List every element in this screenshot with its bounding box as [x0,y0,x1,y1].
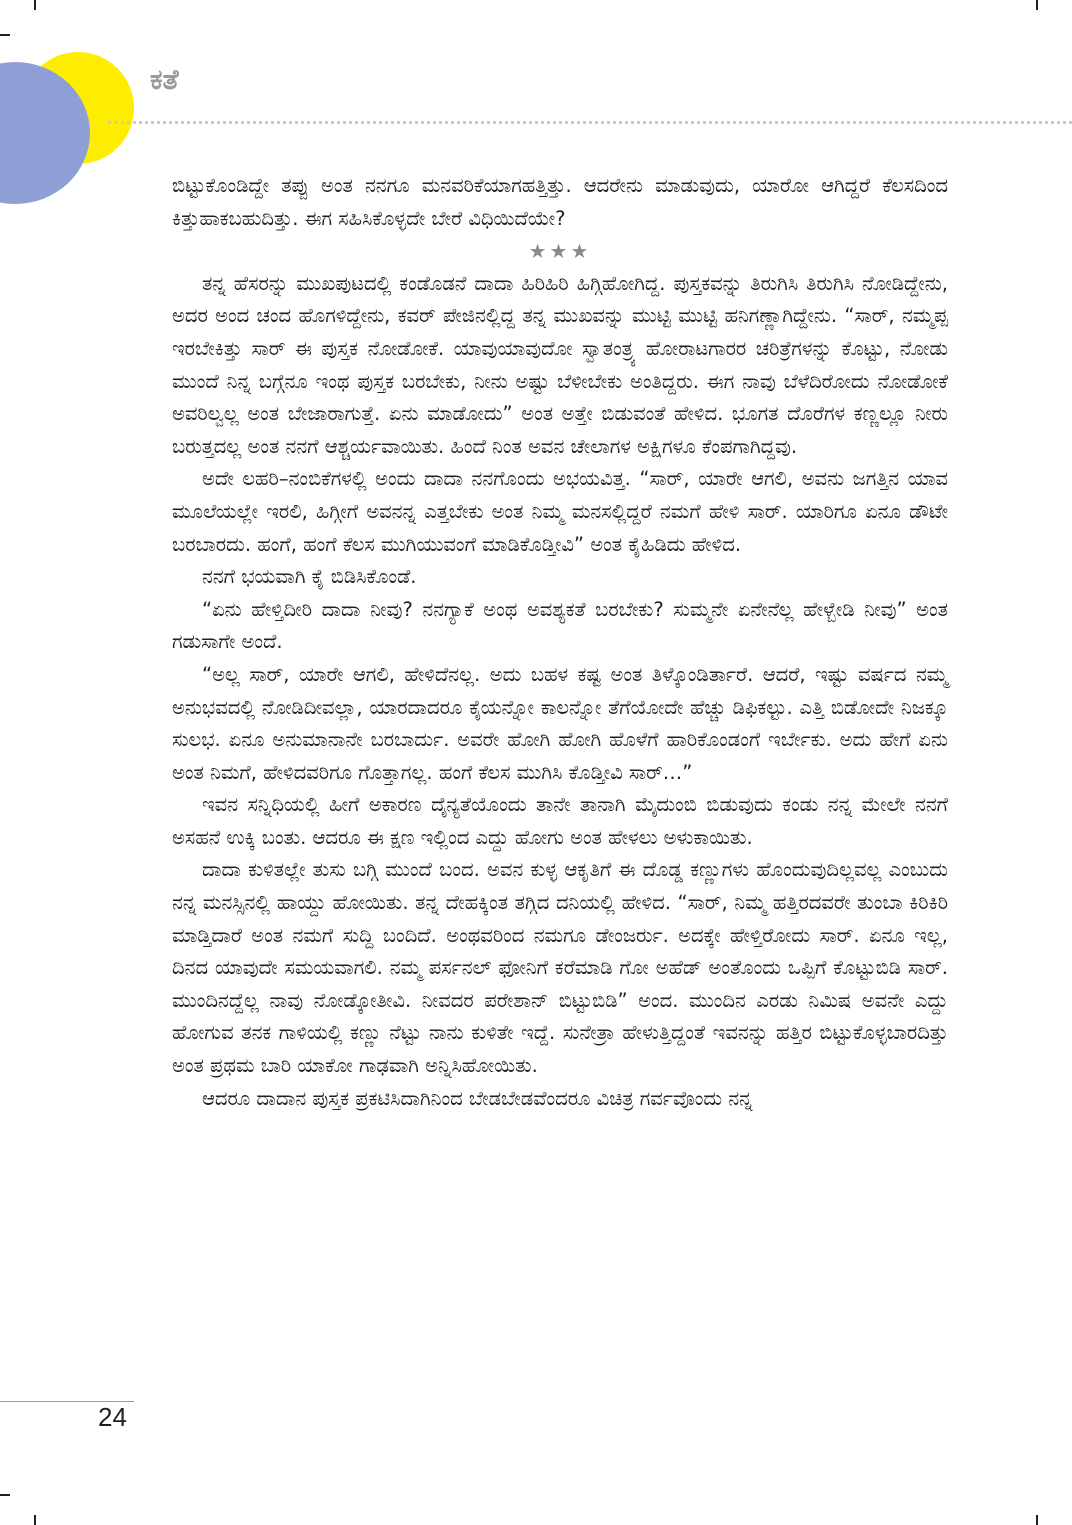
story-paragraph: ದಾದಾ ಕುಳಿತಲ್ಲೇ ತುಸು ಬಗ್ಗಿ ಮುಂದೆ ಬಂದ. ಅವನ ಕುಳ್ಳ ಆಕೃತಿಗೆ ಈ ದೊಡ್ಡ ಕಣ್ಣುಗಳು ಹೊಂದುವುದಿಲ್ಲವಲ್ಲ ಎಂಬುದು ನನ್ನ ಮನಸ್ಸಿನಲ್ಲಿ ಹಾಯ್ದು ಹೋಯಿತು. ತನ್ನ ದೇಹಕ್ಕಿಂತ ತಗ್ಗಿದ ದನಿಯಲ್ಲಿ ಹೇಳಿದ. “ಸಾರ್, ನಿಮ್ಮ ಹತ್ತಿರದವರೇ ತುಂಬಾ ಕಿರಿಕಿರಿ ಮಾಡ್ತಿದಾರೆ ಅಂತ ನಮಗೆ ಸುದ್ದಿ ಬಂದಿದೆ. ಅಂಥವರಿಂದ ನಮಗೂ ಡೇಂಜರ್ರು. ಅದಕ್ಕೇ ಹೇಳ್ತಿರೋದು ಸಾರ್. ಏನೂ ಇಲ್ಲ, ದಿನದ ಯಾವುದೇ ಸಮಯವಾಗಲಿ. ನಮ್ಮ ಪರ್ಸನಲ್ ಫೋನಿಗೆ ಕರೆಮಾಡಿ ಗೋ ಅಹೆಡ್ ಅಂತೊಂದು ಒಪ್ಪಿಗೆ ಕೊಟ್ಟುಬಿಡಿ ಸಾರ್. ಮುಂದಿನದ್ದೆಲ್ಲ ನಾವು ನೋಡ್ಕೋತೀವಿ. ನೀವದರ ಪರೇಶಾನ್ ಬಿಟ್ಟುಬಿಡಿ” ಅಂದ. ಮುಂದಿನ ಎರಡು ನಿಮಿಷ ಅವನೇ ಎದ್ದು ಹೋಗುವ ತನಕ ಗಾಳಿಯಲ್ಲಿ ಕಣ್ಣು ನೆಟ್ಟು ನಾನು ಕುಳಿತೇ ಇದ್ದೆ. ಸುನೇತ್ರಾ ಹೇಳುತ್ತಿದ್ದಂತೆ ಇವನನ್ನು ಹತ್ತಿರ ಬಿಟ್ಟುಕೊಳ್ಳಬಾರದಿತ್ತು ಅಂತ ಪ್ರಥಮ ಬಾರಿ ಯಾಕೋ ಗಾಢವಾಗಿ ಅನ್ನಿಸಿಹೋಯಿತು. [172,858,948,1078]
story-paragraph: ಇವನ ಸನ್ನಿಧಿಯಲ್ಲಿ ಹೀಗೆ ಅಕಾರಣ ದೈನ್ಯತೆಯೊಂದು ತಾನೇ ತಾನಾಗಿ ಮೈದುಂಬಿ ಬಿಡುವುದು ಕಂಡು ನನ್ನ ಮೇಲೇ ನನಗೆ ಅಸಹನೆ ಉಕ್ಕಿ ಬಂತು. ಆದರೂ ಈ ಕ್ಷಣ ಇಲ್ಲಿಂದ ಎದ್ದು ಹೋಗು ಅಂತ ಹೇಳಲು ಅಳುಕಾಯಿತು. [172,793,948,849]
crop-mark-left-bottom [0,1494,10,1496]
story-body [172,170,948,1115]
page-number: 24 [98,1402,127,1432]
story-paragraph: ನನಗೆ ಭಯವಾಗಿ ಕೈ ಬಿಡಿಸಿಕೊಂಡೆ. [202,565,417,589]
story-paragraph: ಬಿಟ್ಟುಕೊಂಡಿದ್ದೇ ತಪ್ಪು ಅಂತ ನನಗೂ ಮನವರಿಕೆಯಾಗಹತ್ತಿತ್ತು. ಆದರೇನು ಮಾಡುವುದು, ಯಾರೋ ಆಗಿದ್ದರೆ ಕೆಲಸದಿಂದ ಕಿತ್ತುಹಾಕಬಹುದಿತ್ತು. ಈಗ ಸಹಿಸಿಕೊಳ್ಳದೇ ಬೇರೆ ವಿಧಿಯಿದೆಯೇ? [172,174,948,230]
crop-mark-bottom-left [34,1515,36,1525]
section-break-stars: ★★★ [528,239,592,264]
story-paragraph: ಆದರೂ ದಾದಾನ ಪುಸ್ತಕ ಪ್ರಕಟಿಸಿದಾಗಿನಿಂದ ಬೇಡಬೇಡವೆಂದರೂ ವಿಚಿತ್ರ ಗರ್ವವೊಂದು ನನ್ನ [202,1086,753,1110]
story-paragraph: ತನ್ನ ಹೆಸರನ್ನು ಮುಖಪುಟದಲ್ಲಿ ಕಂಡೊಡನೆ ದಾದಾ ಹಿರಿಹಿರಿ ಹಿಗ್ಗಿಹೋಗಿದ್ದ. ಪುಸ್ತಕವನ್ನು ತಿರುಗಿಸಿ ತಿರುಗಿಸಿ ನೋಡಿದ್ದೇನು, ಅದರ ಅಂದ ಚಂದ ಹೊಗಳಿದ್ದೇನು, ಕವರ್ ಪೇಜಿನಲ್ಲಿದ್ದ ತನ್ನ ಮುಖವನ್ನು ಮುಟ್ಟಿ ಮುಟ್ಟಿ ಹನಿಗಣ್ಣಾಗಿದ್ದೇನು. “ಸಾರ್, ನಮ್ಮಪ್ಪ ಇರಬೇಕಿತ್ತು ಸಾರ್ ಈ ಪುಸ್ತಕ ನೋಡೋಕೆ. ಯಾವುಯಾವುದೋ ಸ್ವಾತಂತ್ರ್ಯ ಹೋರಾಟಗಾರರ ಚರಿತ್ರೆಗಳನ್ನು ಕೊಟ್ಟು, ನೋಡು ಮುಂದೆ ನಿನ್ನ ಬಗ್ಗೆನೂ ಇಂಥ ಪುಸ್ತಕ ಬರಬೇಕು, ನೀನು ಅಷ್ಟು ಬೆಳೀಬೇಕು ಅಂತಿದ್ದರು. ಈಗ ನಾವು ಬೆಳೆದಿರೋದು ನೋಡೋಕೆ ಅವರಿಲ್ವಲ್ಲ ಅಂತ ಬೇಜಾರಾಗುತ್ತೆ. ಏನು ಮಾಡೋದು” ಅಂತ ಅತ್ತೇ ಬಿಡುವಂತೆ ಹೇಳಿದ. ಭೂಗತ ದೊರೆಗಳ ಕಣ್ಣಲ್ಲೂ ನೀರು ಬರುತ್ತದಲ್ಲ ಅಂತ ನನಗೆ ಆಶ್ಚರ್ಯವಾಯಿತು. ಹಿಂದೆ ನಿಂತ ಅವನ ಚೇಲಾಗಳ ಅಕ್ಷಿಗಳೂ ಕೆಂಪಗಾಗಿದ್ದವು. [172,271,948,458]
crop-mark-left-top [0,34,10,36]
story-paragraph: ಅದೇ ಲಹರಿ–ನಂಬಿಕೆಗಳಲ್ಲಿ ಅಂದು ದಾದಾ ನನಗೊಂದು ಅಭಯವಿತ್ತ. “ಸಾರ್, ಯಾರೇ ಆಗಲಿ, ಅವನು ಜಗತ್ತಿನ ಯಾವ ಮೂಲೆಯಲ್ಲೇ ಇರಲಿ, ಹಿಗ್ಗೀಗೆ ಅವನನ್ನ ಎತ್ತಬೇಕು ಅಂತ ನಿಮ್ಮ ಮನಸಲ್ಲಿದ್ದರೆ ನಮಗೆ ಹೇಳಿ ಸಾರ್. ಯಾರಿಗೂ ಏನೂ ಡೌಟೇ ಬರಬಾರದು. ಹಂಗೆ, ಹಂಗೆ ಕೆಲಸ ಮುಗಿಯುವಂಗೆ ಮಾಡಿಕೊಡ್ತೀವಿ” ಅಂತ ಕೈಹಿಡಿದು ಹೇಳಿದ. [172,467,948,556]
crop-mark-bottom-right [1036,1515,1038,1525]
section-title: ಕತೆ [150,63,179,96]
story-paragraph: “ಏನು ಹೇಳ್ತಿದೀರಿ ದಾದಾ ನೀವು? ನನಗ್ಯಾಕೆ ಅಂಥ ಅವಶ್ಯಕತೆ ಬರಬೇಕು? ಸುಮ್ಮನೇ ಏನೇನೆಲ್ಲ ಹೇಳ್ಬೇಡಿ ನೀವು” ಅಂತ ಗಡುಸಾಗೇ ಅಂದೆ. [172,597,948,654]
story-paragraph: “ಅಲ್ಲ ಸಾರ್, ಯಾರೇ ಆಗಲಿ, ಹೇಳಿದೆನಲ್ಲ. ಅದು ಬಹಳ ಕಷ್ಟ ಅಂತ ತಿಳ್ಕೊಂಡಿರ್ತಾರೆ. ಆದರೆ, ಇಷ್ಟು ವರ್ಷದ ನಮ್ಮ ಅನುಭವದಲ್ಲಿ ನೋಡಿದೀವಲ್ಲಾ, ಯಾರದಾದರೂ ಕೈಯನ್ನೋ ಕಾಲನ್ನೋ ತೆಗೆಯೋದೇ ಹೆಚ್ಚು ಡಿಫಿಕಲ್ಟು. ಎತ್ತಿ ಬಿಡೋದೇ ನಿಜಕ್ಕೂ ಸುಲಭ. ಏನೂ ಅನುಮಾನಾನೇ ಬರಬಾರ್ದು. ಅವರೇ ಹೋಗಿ ಹೋಗಿ ಹೊಳೆಗೆ ಹಾರಿಕೊಂಡಂಗೆ ಇರ್ಬೇಕು. ಅದು ಹೇಗೆ ಏನು ಅಂತ ನಿಮಗೆ, ಹೇಳಿದವರಿಗೂ ಗೊತ್ತಾಗಲ್ಲ. ಹಂಗೆ ಕೆಲಸ ಮುಗಿಸಿ ಕೊಡ್ತೀವಿ ಸಾರ್…” [172,662,948,784]
crop-mark-top-right [1036,0,1038,10]
header-dotted-rule [108,121,1072,124]
crop-mark-top-left [34,0,36,10]
